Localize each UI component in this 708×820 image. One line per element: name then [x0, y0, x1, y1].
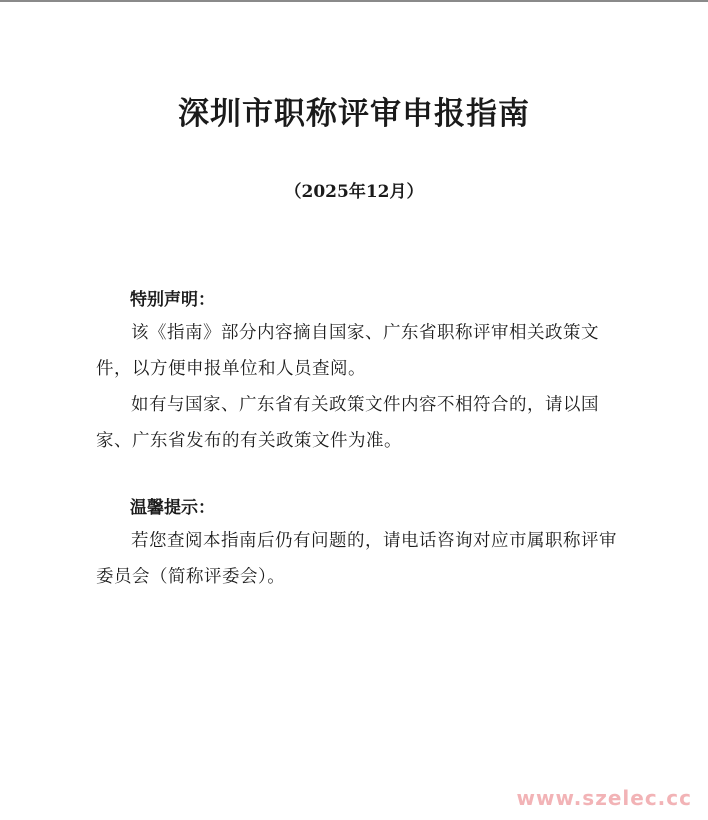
warm-tip-heading: 温馨提示： — [130, 498, 215, 518]
special-statement-heading: 特别声明： — [130, 290, 215, 310]
top-rule — [0, 0, 708, 2]
site-watermark: www.szelec.cc — [516, 786, 692, 810]
document-date: （2025年12月） — [284, 182, 424, 202]
special-statement-paragraph-2: 如有与国家、广东省有关政策文件内容不相符合的，请以国家、广东省发布的有关政策文件为准。 — [96, 395, 599, 451]
special-statement-paragraph-1: 该《指南》部分内容摘自国家、广东省职称评审相关政策文件，以方便申报单位和人员查阅。 — [96, 323, 599, 379]
document-title: 深圳市职称评审申报指南 — [178, 96, 530, 132]
warm-tip-paragraph: 若您查阅本指南后仍有问题的，请电话咨询对应市属职称评审委员会（简称评委会）。 — [96, 531, 617, 587]
